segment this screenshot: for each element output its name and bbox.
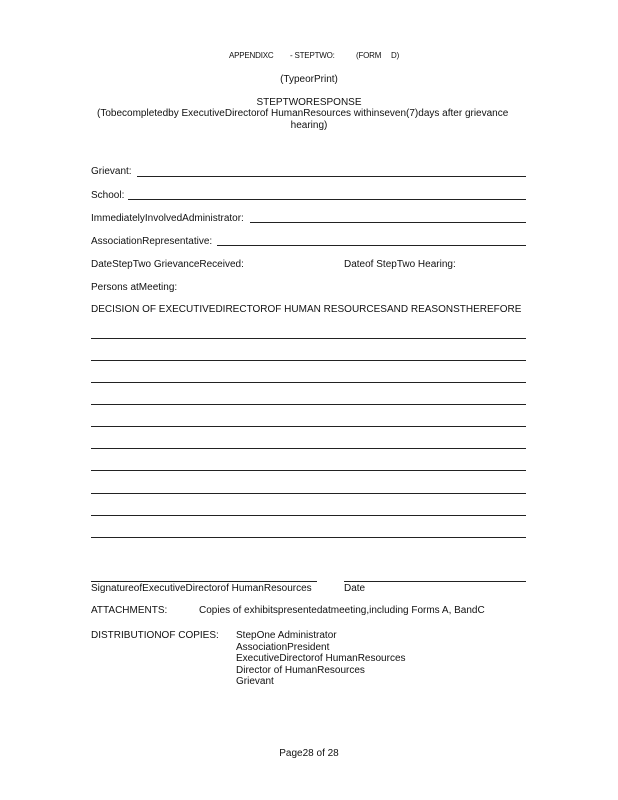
decision-line[interactable] xyxy=(91,404,526,405)
distribution-item: Grievant xyxy=(236,676,274,687)
decision-line[interactable] xyxy=(91,426,526,427)
form-letter: D) xyxy=(391,51,400,60)
distribution-item: AssociationPresident xyxy=(236,641,330,653)
decision-line[interactable] xyxy=(91,448,526,449)
administrator-label: ImmediatelyInvolvedAdministrator: xyxy=(91,213,244,224)
signature-label: SignatureofExecutiveDirectorof HumanResources xyxy=(91,583,312,594)
administrator-field[interactable] xyxy=(250,222,526,223)
decision-line[interactable] xyxy=(91,360,526,361)
decision-heading: DECISION OF EXECUTIVEDIRECTOROF HUMAN RESOURCESAND REASONSTHEREFORE xyxy=(91,304,522,315)
representative-label: AssociationRepresentative: xyxy=(91,236,213,247)
distribution-item: StepOne Administrator xyxy=(236,630,337,641)
step-label: - STEPTWO: xyxy=(290,51,335,60)
persons-label: Persons atMeeting: xyxy=(91,282,178,293)
attachments-text: Copies of exhibitspresentedatmeeting,including Forms A, BandC xyxy=(199,605,485,616)
signature-date-label: Date xyxy=(344,583,366,594)
date-received-label: DateStepTwo GrievanceReceived: xyxy=(91,259,244,270)
date-hearing-label: Dateof StepTwo Hearing: xyxy=(344,259,456,270)
distribution-list xyxy=(236,630,406,688)
signature-date-line[interactable] xyxy=(344,581,526,582)
distribution-label: DISTRIBUTIONOF COPIES: xyxy=(91,630,219,641)
appendix-label: APPENDIXC xyxy=(229,51,274,60)
distribution-item: Director of HumanResources xyxy=(236,664,365,676)
decision-line[interactable] xyxy=(91,470,526,471)
school-label: School: xyxy=(91,190,125,201)
distribution-item: ExecutiveDirectorof HumanResources xyxy=(236,653,406,664)
form-subtitle: (Tobecompletedby ExecutiveDirectorof HumanResources withinseven(7)days after grievance xyxy=(97,108,509,119)
decision-line[interactable] xyxy=(91,338,526,339)
decision-line[interactable] xyxy=(91,493,526,494)
form-label: (FORM xyxy=(356,51,382,60)
grievant-field[interactable] xyxy=(137,176,526,177)
attachments-label: ATTACHMENTS: xyxy=(91,605,168,616)
page-number: Page28 of 28 xyxy=(279,748,339,759)
school-field[interactable] xyxy=(128,199,526,200)
type-or-print: (TypeorPrint) xyxy=(280,74,338,85)
form-title: STEPTWORESPONSE xyxy=(256,97,362,108)
representative-field[interactable] xyxy=(217,245,526,246)
decision-line[interactable] xyxy=(91,537,526,538)
grievant-label: Grievant: xyxy=(91,166,132,177)
decision-line[interactable] xyxy=(91,515,526,516)
signature-line[interactable] xyxy=(91,581,317,582)
form-subtitle-cont: hearing) xyxy=(290,120,328,131)
decision-line[interactable] xyxy=(91,382,526,383)
